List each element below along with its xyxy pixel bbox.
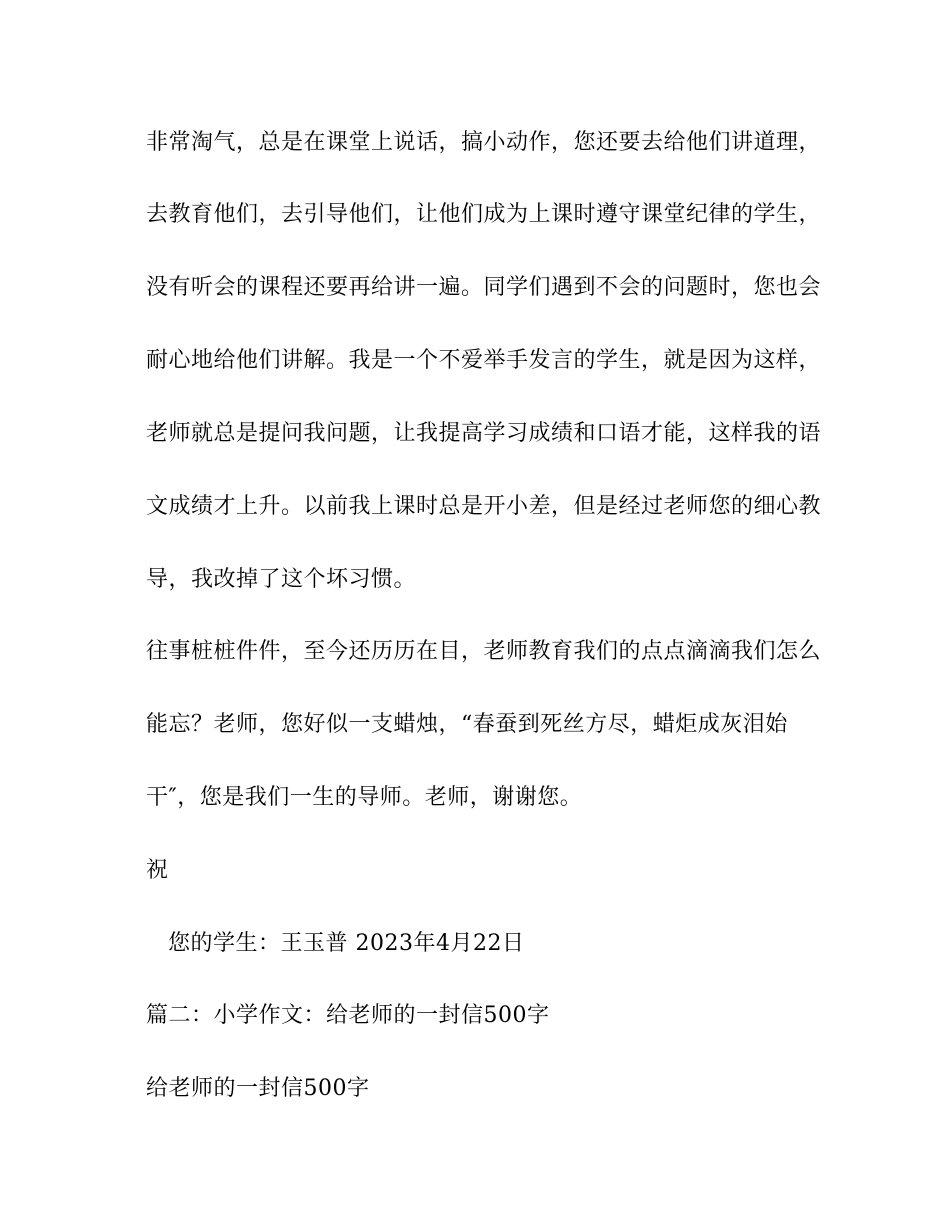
paragraph-line: 导，我改掉了这个坏习惯。: [146, 567, 417, 592]
paragraph-line: 老师就总是提问我问题，让我提高学习成绩和口语才能，这样我的语: [146, 421, 822, 446]
paragraph-line: 没有听会的课程还要再给讲一遍。同学们遇到不会的问题时，您也会: [146, 275, 822, 300]
section-heading: 篇二：小学作文：给老师的一封信500字: [146, 1003, 550, 1028]
paragraph-line: 非常淘气，总是在课堂上说话，搞小动作，您还要去给他们讲道理，: [146, 130, 822, 155]
paragraph-line: 往事桩桩件件，至今还历历在目，老师教育我们的点点滴滴我们怎么: [146, 639, 822, 664]
paragraph-line: 干″，您是我们一生的导师。老师，谢谢您。: [146, 785, 583, 810]
letter-title: 给老师的一封信500字: [146, 1076, 370, 1101]
paragraph-line: 能忘？老师，您好似一支蜡烛，“春蚕到死丝方尽，蜡炬成灰泪始: [146, 712, 788, 737]
greeting-line: 祝: [146, 858, 169, 883]
paragraph-line: 去教育他们，去引导他们，让他们成为上课时遵守课堂纪律的学生，: [146, 202, 822, 227]
paragraph-line: 耐心地给他们讲解。我是一个不爱举手发言的学生，就是因为这样，: [146, 348, 822, 373]
paragraph-line: 文成绩才上升。以前我上课时总是开小差，但是经过老师您的细心教: [146, 494, 822, 519]
signature-line: 您的学生：王玉普 2023年4月22日: [168, 931, 525, 956]
